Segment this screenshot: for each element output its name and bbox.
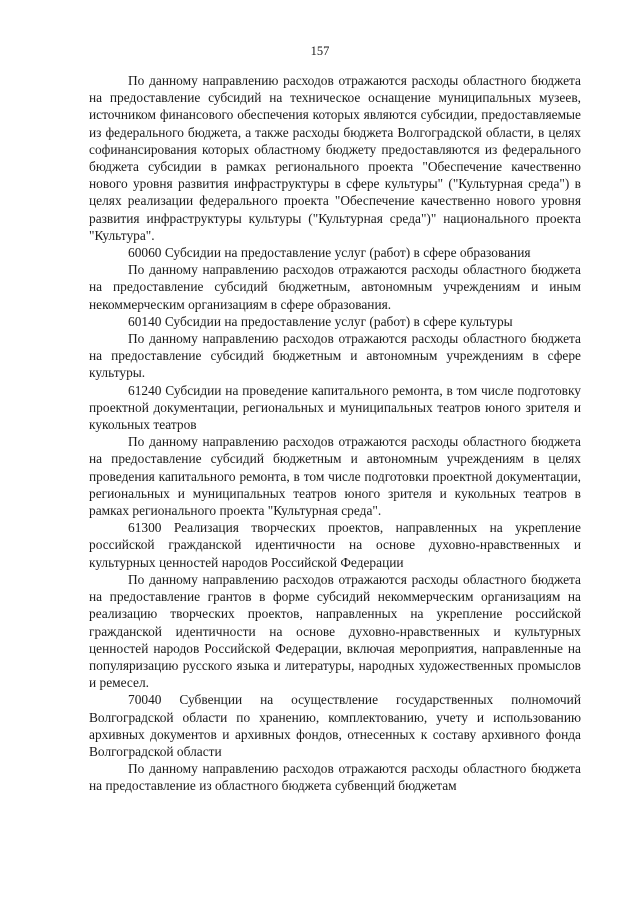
section-heading-61300: 61300 Реализация творческих проектов, направленных на укрепление российской гражданской идентичности на основе духовно-нравственных и культурных ценностей народов Российской Федерации [89, 520, 581, 570]
paragraph-2: По данному направлению расходов отражаются расходы областного бюджета на предоставление субсидий бюджетным, автономным учреждениям и иным некоммерческим организациям в сфере образования. [89, 262, 581, 312]
section-heading-60060: 60060 Субсидии на предоставление услуг (работ) в сфере образования [128, 245, 531, 261]
section-heading-61240: 61240 Субсидии на проведение капитального ремонта, в том числе подготовку проектной документации, региональных и муниципальных театров юного зрителя и кукольных театров [89, 382, 581, 433]
paragraph-6: По данному направлению расходов отражаются расходы областного бюджета на предоставление из областного бюджета субвенций бюджетам [89, 761, 581, 794]
paragraph-1: По данному направлению расходов отражаются расходы областного бюджета на предоставление субсидий на техническое оснащение муниципальных музеев, источником финансового обеспечения которых являются субсидии, предоставляемые из федерального бюджета, а также расходы бюджета Волгоградской области, в целях софинансирования которых областному бюджету предоставляются из федерального бюджета субсидии в рамках регионального проекта "Обеспечение качественно нового уровня развития инфраструктуры в сфере культуры" ("Культурная среда") в целях реализации федерального проекта "Обеспечение качественно нового уровня развития инфраструктуры культуры ("Культурная среда")" национального проекта "Культура". [89, 73, 581, 243]
paragraph-5: По данному направлению расходов отражаются расходы областного бюджета на предоставление грантов в форме субсидий некоммерческим организациям на реализацию творческих проектов, направленных на укрепление российской гражданской идентичности на основе духовно-нравственных и культурных ценностей народов Российской Федерации, включая мероприятия, направленные на популяризацию русского языка и литературы, народных художественных промыслов и ремесел. [89, 571, 581, 691]
section-heading-60140: 60140 Субсидии на предоставление услуг (работ) в сфере культуры [128, 313, 513, 329]
document-body [89, 72, 581, 795]
section-heading-70040: 70040 Субвенции на осуществление государственных полномочий Волгоградской области по хранению, комплектованию, учету и использованию архивных документов и архивных фондов, отнесенных к составу архивного фонда Волгоградской области [89, 692, 581, 759]
paragraph-4: По данному направлению расходов отражаются расходы областного бюджета на предоставление субсидий бюджетным и автономным учреждениям в целях проведения капитального ремонта, в том числе подготовки проектной документации, региональных и муниципальных театров юного зрителя и кукольных театров в рамках регионального проекта "Культурная среда". [89, 434, 581, 519]
paragraph-3: По данному направлению расходов отражаются расходы областного бюджета на предоставление субсидий бюджетным и автономным учреждениям в сфере культуры. [89, 331, 581, 381]
page-number: 157 [310, 44, 330, 58]
